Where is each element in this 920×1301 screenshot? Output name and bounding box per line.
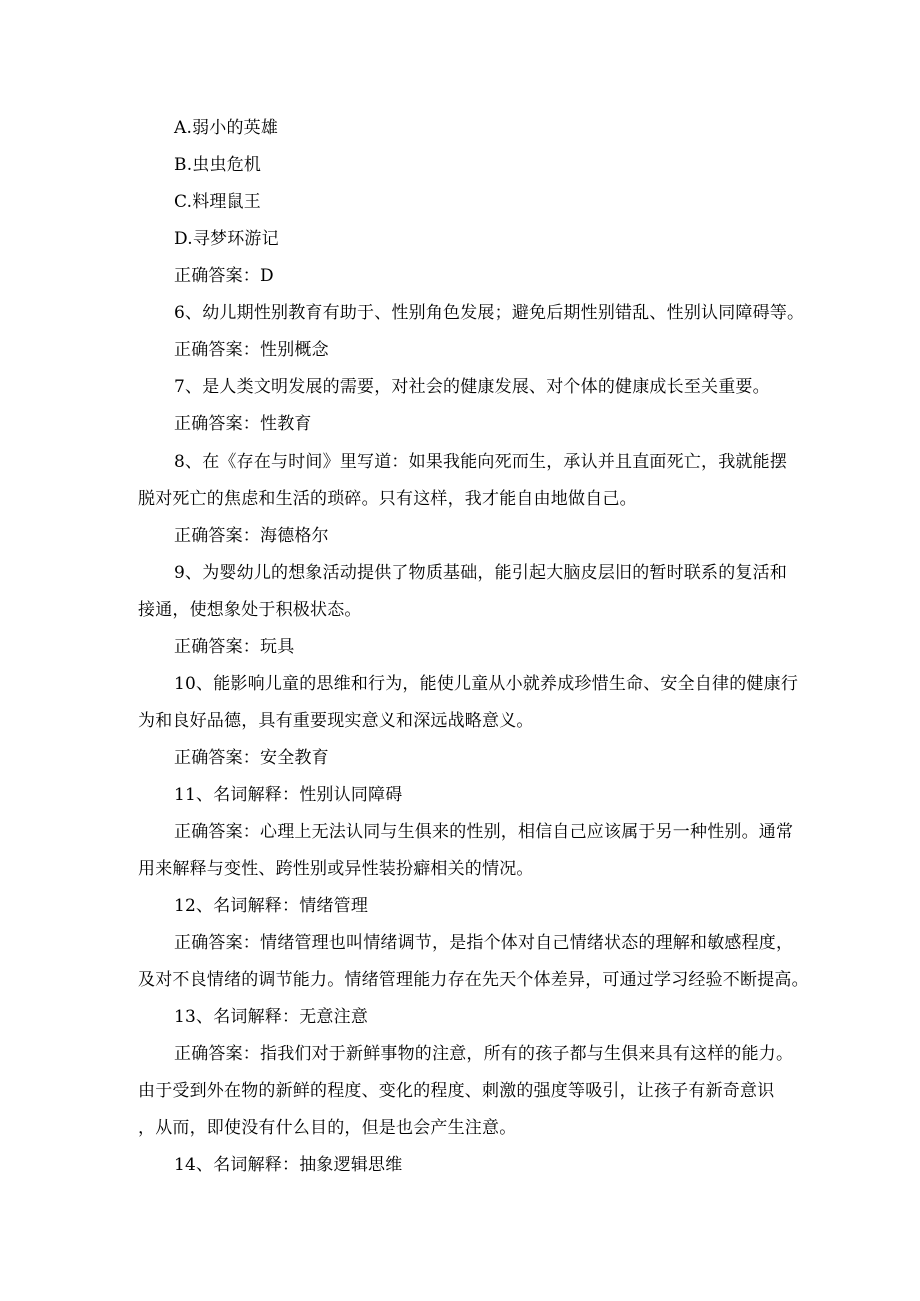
question-12: 12、名词解释：情绪管理	[174, 896, 369, 916]
question-8-cont: 脱对死亡的焦虑和生活的琐碎。只有这样，我才能自由地做自己。	[138, 489, 637, 509]
answer-11-cont: 用来解释与变性、跨性别或异性装扮癖相关的情况。	[138, 859, 534, 879]
option-d: D.寻梦环游记	[174, 229, 279, 249]
question-10: 10、能影响儿童的思维和行为，能使儿童从小就养成珍惜生命、安全自律的健康行	[174, 674, 799, 694]
option-b: B.虫虫危机	[174, 155, 262, 175]
question-8: 8、在《存在与时间》里写道：如果我能向死而生，承认并且直面死亡，我就能摆	[174, 452, 788, 472]
question-14: 14、名词解释：抽象逻辑思维	[174, 1155, 403, 1175]
answer-7: 正确答案：性教育	[174, 414, 312, 434]
answer-12-cont: 及对不良情绪的调节能力。情绪管理能力存在先天个体差异，可通过学习经验不断提高。	[138, 970, 809, 990]
answer-13-cont: 由于受到外在物的新鲜的程度、变化的程度、刺激的强度等吸引，让孩子有新奇意识	[138, 1081, 775, 1101]
answer-6: 正确答案：性别概念	[174, 340, 329, 360]
option-c: C.料理鼠王	[174, 192, 262, 212]
answer-13-cont2: ，从而，即使没有什么目的，但是也会产生注意。	[138, 1118, 517, 1138]
question-9: 9、为婴幼儿的想象活动提供了物质基础，能引起大脑皮层旧的暂时联系的复活和	[174, 563, 788, 583]
option-a: A.弱小的英雄	[174, 118, 279, 138]
answer-13: 正确答案：指我们对于新鲜事物的注意，所有的孩子都与生俱来具有这样的能力。	[174, 1044, 794, 1064]
answer-11: 正确答案：心理上无法认同与生俱来的性别，相信自己应该属于另一种性别。通常	[174, 822, 794, 842]
answer-9: 正确答案：玩具	[174, 637, 295, 657]
question-11: 11、名词解释：性别认同障碍	[174, 785, 403, 805]
question-13: 13、名词解释：无意注意	[174, 1007, 369, 1027]
answer-5: 正确答案：D	[174, 266, 274, 286]
question-7: 7、是人类文明发展的需要，对社会的健康发展、对个体的健康成长至关重要。	[174, 377, 770, 397]
question-10-cont: 为和良好品德，具有重要现实意义和深远战略意义。	[138, 711, 534, 731]
answer-8: 正确答案：海德格尔	[174, 526, 329, 546]
question-9-cont: 接通，使想象处于积极状态。	[138, 600, 362, 620]
answer-12: 正确答案：情绪管理也叫情绪调节，是指个体对自己情绪状态的理解和敏感程度，	[174, 933, 794, 953]
answer-10: 正确答案：安全教育	[174, 748, 329, 768]
question-6: 6、幼儿期性别教育有助于、性别角色发展；避免后期性别错乱、性别认同障碍等。	[174, 303, 805, 323]
